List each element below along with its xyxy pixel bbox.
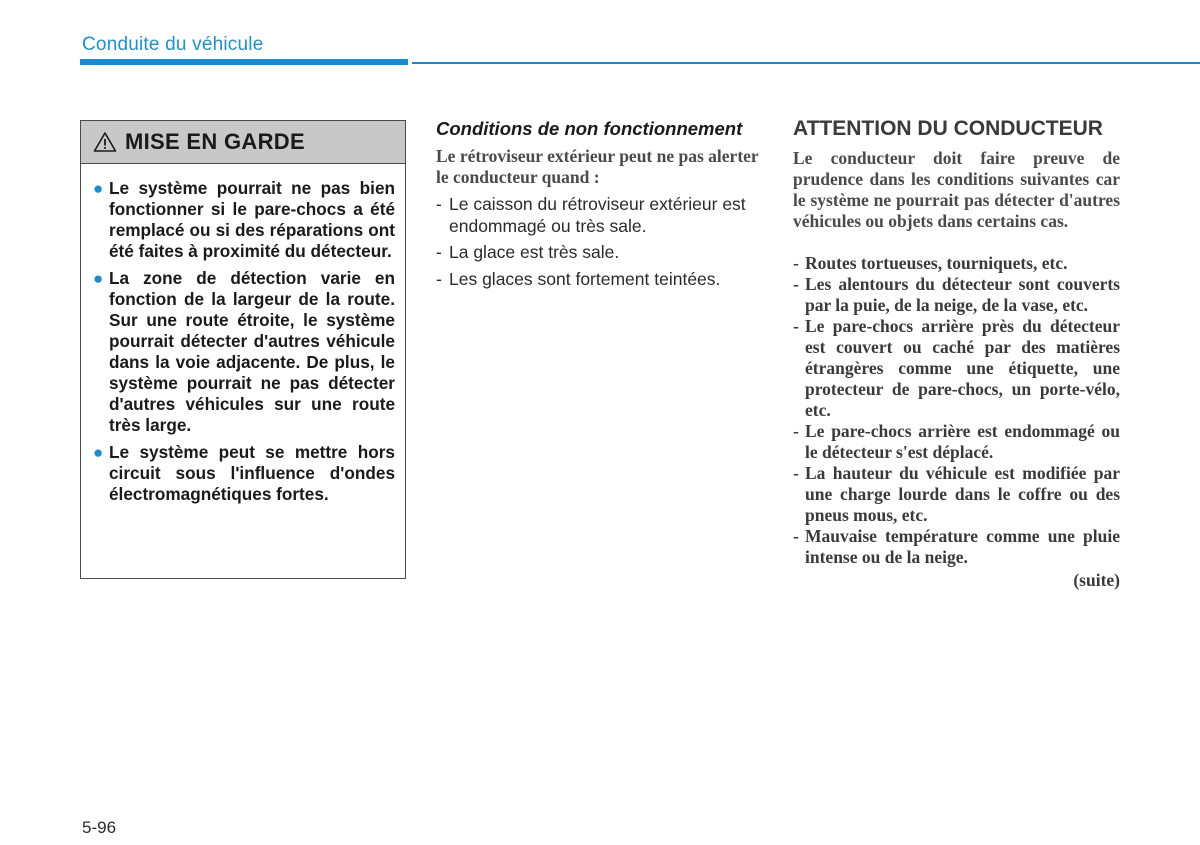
conditions-intro: Le rétroviseur extérieur peut ne pas alerter le conducteur quand : <box>436 146 759 187</box>
conditions-subheading: Conditions de non fonctionnement <box>436 118 743 139</box>
list-item: - Le pare-chocs arrière près du détecteur est couvert ou caché par des matières étrangères comme une étiquette, une protecteur de pare-chocs, un porte-vélo, etc. <box>793 316 1120 420</box>
list-item: - La glace est très sale. <box>436 242 620 262</box>
list-item: - Les glaces sont fortement teintées. <box>436 268 721 289</box>
page-number: 5-96 <box>82 818 117 837</box>
driver-attention-intro: Le conducteur doit faire preuve de prudence dans les conditions suivantes car le système ne pourrait pas détecter d'autres véhicules ou objets dans certains cas. <box>793 148 1120 231</box>
warning-header <box>81 121 405 164</box>
warning-list <box>81 164 405 505</box>
bullet-icon: ● <box>93 179 104 198</box>
list-item: - Routes tortueuses, tourniquets, etc. <box>793 253 1068 273</box>
warning-box <box>80 120 406 579</box>
driver-attention-title: ATTENTION DU CONDUCTEUR <box>793 117 1103 140</box>
warning-item: ● La zone de détection varie en fonction de la largeur de la route. Sur une route étroite, le système pourrait détecter d'autres véhicule dans la voie adjacente. De plus, le système pourrait ne pas détecter d'autres véhicules sur une route très large. <box>93 268 395 435</box>
list-item: - La hauteur du véhicule est modifiée par une charge lourde dans le coffre ou des pneus mous, etc. <box>793 463 1120 525</box>
header-rule-thin <box>412 62 1200 64</box>
continued-label: (suite) <box>1073 570 1120 590</box>
conditions-list <box>436 194 766 290</box>
warning-item: ● Le système pourrait ne pas bien fonctionner si le pare-chocs a été remplacé ou si des réparations ont été faites à proximité du détecteur. <box>93 178 395 261</box>
warning-title: MISE EN GARDE <box>125 129 305 154</box>
section-title: Conduite du véhicule <box>82 34 264 55</box>
header-rule-thick <box>80 59 408 65</box>
bullet-icon: ● <box>93 269 104 288</box>
list-item: - Les alentours du détecteur sont couverts par la puie, de la neige, de la vase, etc. <box>793 274 1120 315</box>
list-item: - Le caisson du rétroviseur extérieur est endommagé ou très sale. <box>436 194 746 236</box>
bullet-icon: ● <box>93 443 104 462</box>
driver-attention-list <box>793 253 1120 568</box>
warning-item: ● Le système peut se mettre hors circuit sous l'influence d'ondes électromagnétiques fortes. <box>93 442 395 504</box>
list-item: - Mauvaise température comme une pluie intense ou de la neige. <box>793 526 1120 567</box>
list-item: - Le pare-chocs arrière est endommagé ou le détecteur s'est déplacé. <box>793 421 1120 462</box>
warning-triangle-icon <box>93 131 117 153</box>
column-conditions <box>436 118 766 295</box>
column-driver-attention <box>793 118 1120 591</box>
